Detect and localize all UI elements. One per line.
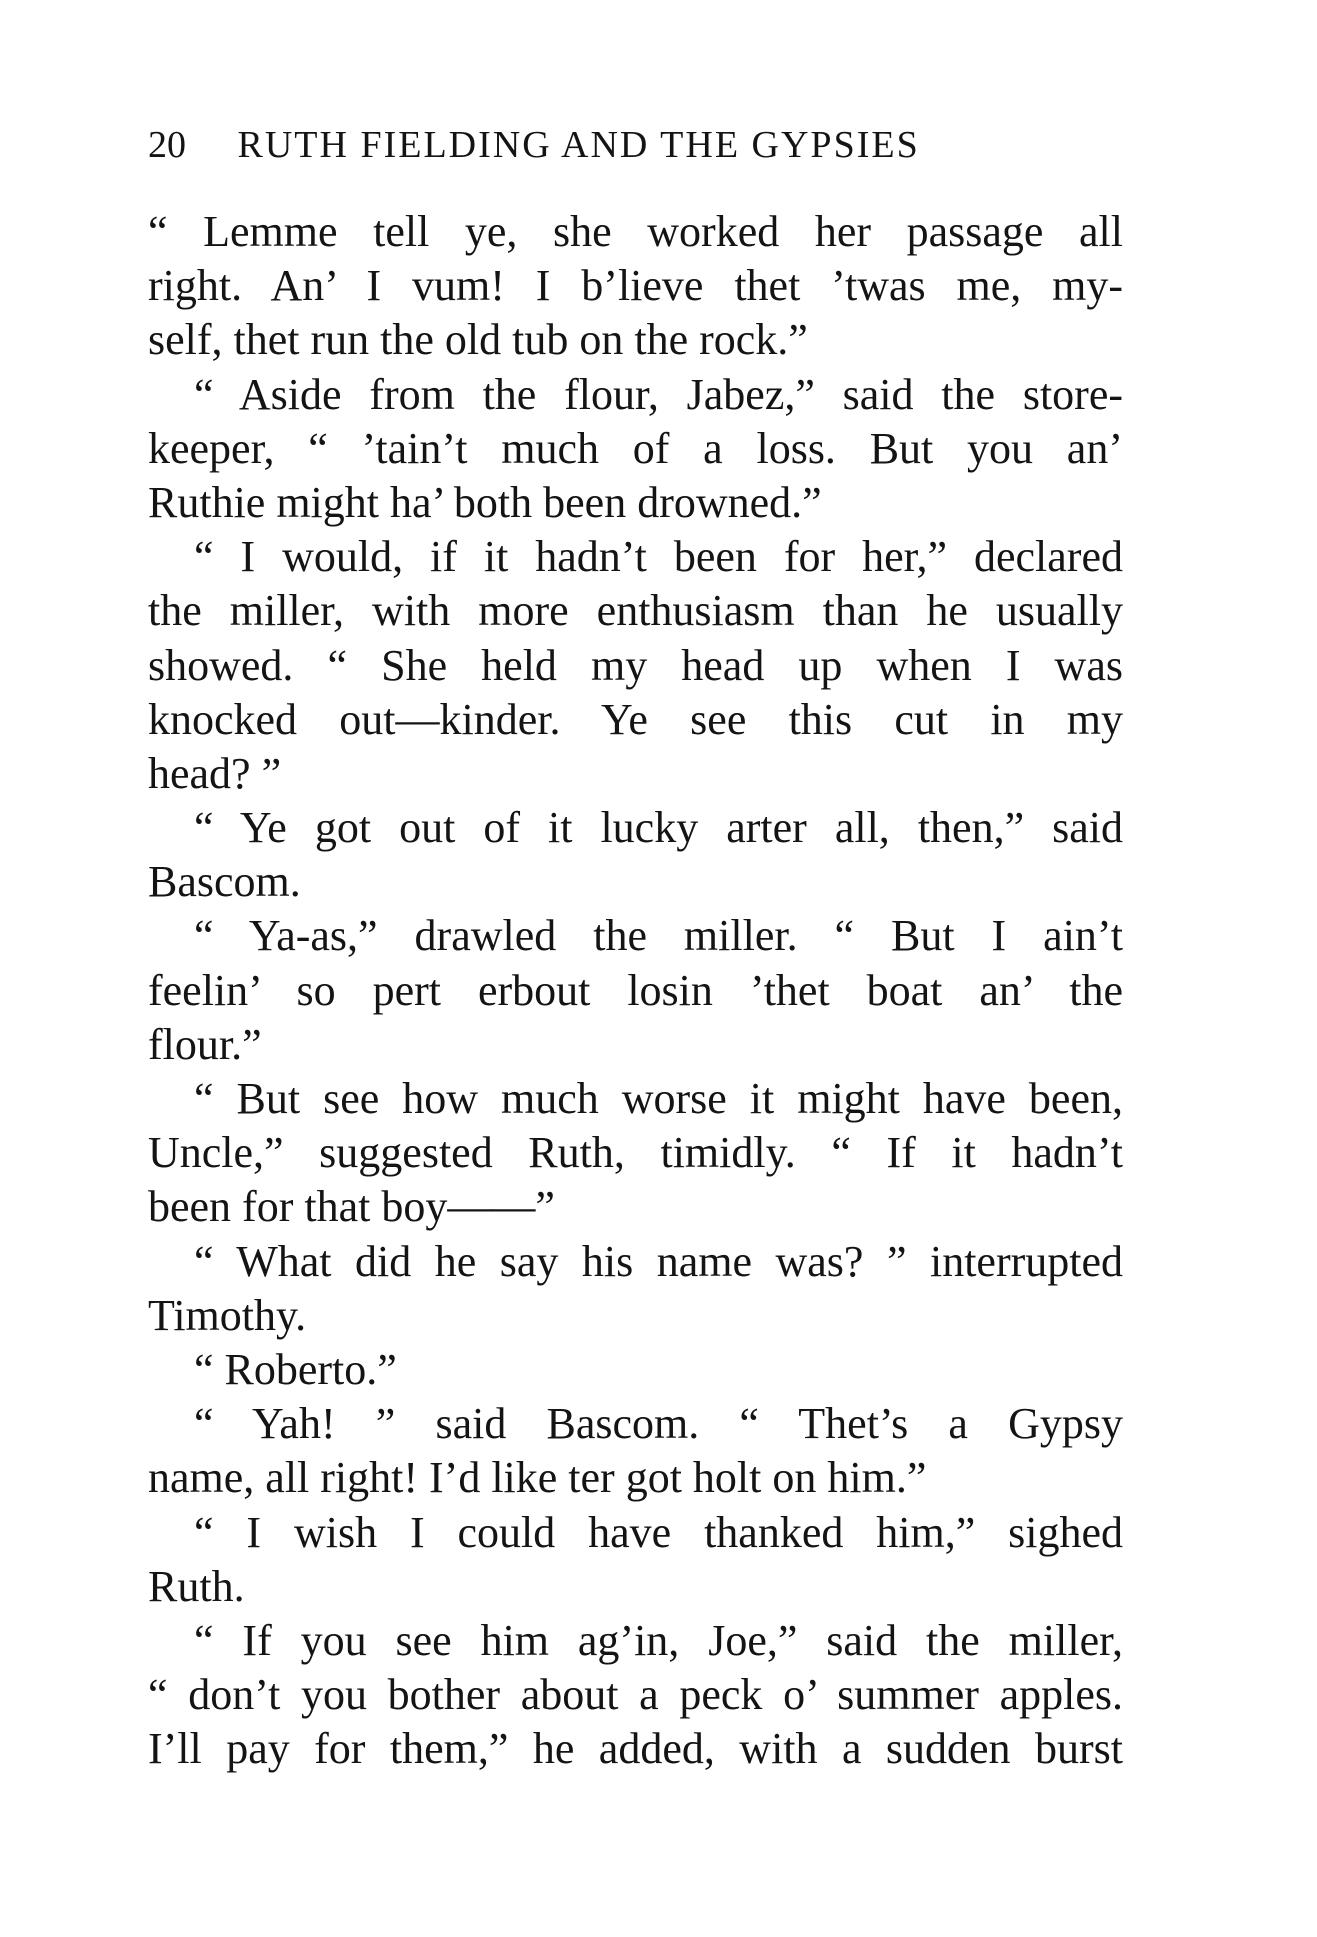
text-line: been for that boy——”	[148, 1182, 555, 1232]
text-line: Uncle,” suggested Ruth, timidly. “ If it hadn’t	[148, 1128, 1123, 1178]
text-line: “ But see how much worse it might have been,	[194, 1074, 1123, 1123]
text-line: keeper, “ ’tain’t much of a loss. But you an’	[148, 423, 1123, 473]
text-line: Ruthie might ha’ both been drowned.”	[148, 477, 822, 527]
text-line: “ Yah! ” said Bascom. “ Thet’s a Gypsy	[194, 1399, 1123, 1449]
body-text	[148, 205, 1123, 1776]
text-line: “ I would, if it hadn’t been for her,” declared	[194, 532, 1123, 582]
text-line: head? ”	[148, 748, 282, 798]
text-line: the miller, with more enthusiasm than he usually	[148, 586, 1123, 636]
text-line: Ruth.	[148, 1561, 245, 1611]
text-line: flour.”	[148, 1019, 262, 1069]
running-head	[148, 120, 1123, 170]
text-line: knocked out—kinder. Ye see this cut in my	[148, 694, 1123, 744]
text-line: Bascom.	[148, 857, 301, 907]
text-line: “ If you see him ag’in, Joe,” said the miller,	[194, 1615, 1123, 1665]
text-line: Timothy.	[148, 1290, 307, 1340]
page-number: 20	[148, 124, 186, 166]
text-line: “ What did he say his name was? ” interrupted	[194, 1236, 1123, 1286]
text-line: “ Aside from the flour, Jabez,” said the store-	[194, 369, 1123, 419]
text-line: “ I wish I could have thanked him,” sighed	[194, 1507, 1123, 1557]
text-line: I’ll pay for them,” he added, with a sudden burst	[148, 1724, 1123, 1774]
text-line: “ Lemme tell ye, she worked her passage all	[148, 207, 1123, 256]
text-line: “ Ya-as,” drawled the miller. “ But I ain’t	[194, 911, 1123, 961]
text-line: “ don’t you bother about a peck o’ summer apples.	[148, 1670, 1123, 1720]
text-line: self, thet run the old tub on the rock.”	[148, 315, 808, 365]
text-line: “ Ye got out of it lucky arter all, then,” said	[194, 803, 1123, 853]
text-line: feelin’ so pert erbout losin ’thet boat an’ the	[148, 965, 1123, 1015]
text-line: name, all right! I’d like ter got holt on him.”	[148, 1453, 927, 1503]
text-line: showed. “ She held my head up when I was	[148, 640, 1123, 690]
text-line: right. An’ I vum! I b’lieve thet ’twas me, my-	[148, 261, 1123, 311]
text-line: “ Roberto.”	[194, 1344, 397, 1394]
book-title: RUTH FIELDING AND THE GYPSIES	[237, 124, 920, 166]
